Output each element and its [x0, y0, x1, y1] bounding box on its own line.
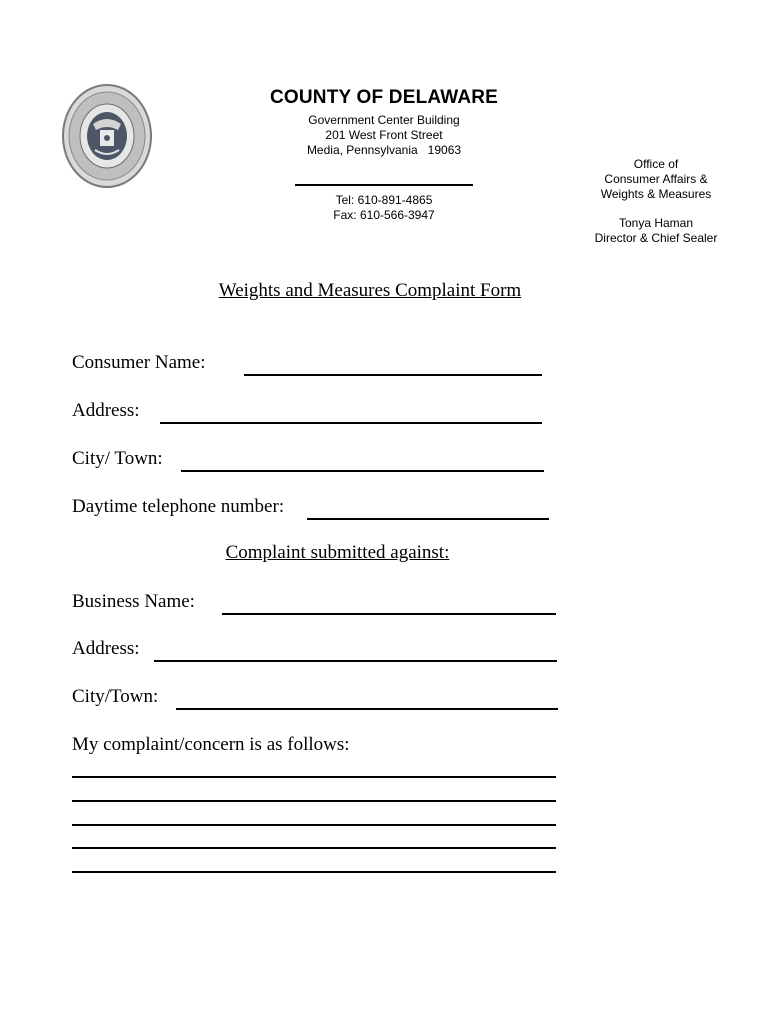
business-city-label: City/Town:	[72, 686, 159, 707]
concern-line-2[interactable]	[72, 800, 556, 802]
address-block	[190, 113, 578, 158]
consumer-city-input[interactable]	[181, 448, 544, 472]
office-line: Weights & Measures	[600, 187, 712, 201]
consumer-phone-field	[72, 496, 552, 520]
header-divider	[295, 184, 473, 186]
concern-line-1[interactable]	[72, 776, 556, 778]
concern-label: My complaint/concern is as follows:	[72, 734, 350, 755]
consumer-address-input[interactable]	[160, 400, 542, 424]
concern-line-4[interactable]	[72, 847, 556, 849]
business-address-label: Address:	[72, 638, 140, 659]
business-name-field	[72, 591, 562, 615]
office-line: Consumer Affairs &	[604, 172, 708, 186]
form-title: Weights and Measures Complaint Form	[218, 280, 522, 301]
consumer-phone-label: Daytime telephone number:	[72, 496, 285, 517]
consumer-name-field	[72, 352, 552, 376]
address-line: Media, Pennsylvania 19063	[306, 143, 462, 157]
consumer-city-label: City/ Town:	[72, 448, 163, 469]
fax: Fax: 610-566-3947	[333, 207, 435, 222]
business-city-input[interactable]	[176, 686, 558, 710]
consumer-address-field	[72, 400, 552, 424]
letterhead	[190, 86, 578, 223]
business-address-field	[72, 638, 562, 662]
director-name: Tonya Haman	[618, 216, 694, 230]
address-line: Government Center Building	[308, 113, 460, 127]
consumer-city-field	[72, 448, 552, 472]
section-title: Complaint submitted against:	[225, 542, 450, 563]
office-line: Office of	[633, 157, 679, 171]
business-city-field	[72, 686, 562, 710]
consumer-name-input[interactable]	[244, 352, 542, 376]
county-title: COUNTY OF DELAWARE	[269, 87, 499, 108]
business-name-input[interactable]	[222, 591, 556, 615]
consumer-phone-input[interactable]	[307, 496, 549, 520]
business-address-input[interactable]	[154, 638, 557, 662]
office-block	[580, 157, 732, 246]
seal-emblem-icon	[62, 84, 152, 188]
telephone: Tel: 610-891-4865	[335, 192, 433, 207]
consumer-address-label: Address:	[72, 400, 140, 421]
business-name-label: Business Name:	[72, 591, 195, 612]
concern-line-3[interactable]	[72, 824, 556, 826]
concern-line-5[interactable]	[72, 871, 556, 873]
county-seal	[62, 84, 152, 188]
consumer-name-label: Consumer Name:	[72, 352, 206, 373]
address-line: 201 West Front Street	[325, 128, 443, 142]
director-title: Director & Chief Sealer	[594, 231, 718, 245]
